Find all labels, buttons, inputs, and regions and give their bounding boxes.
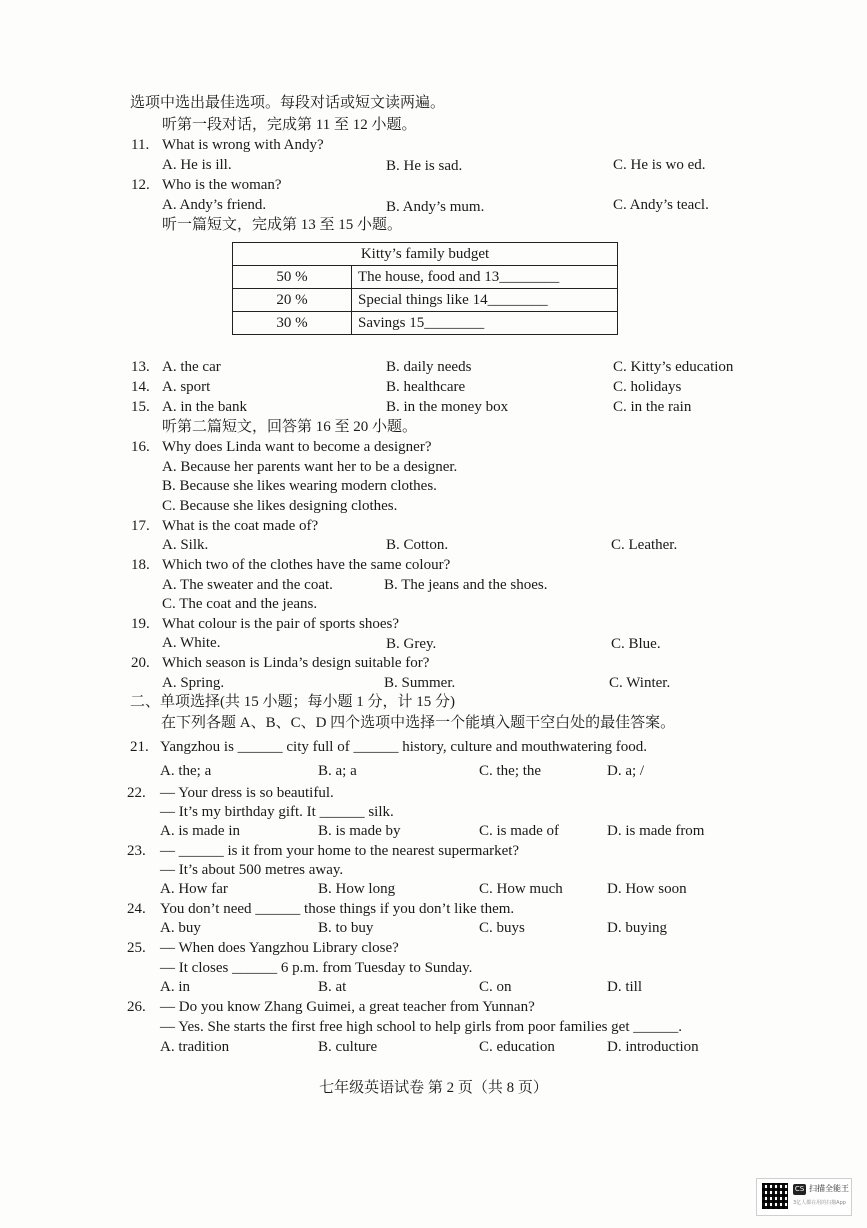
option-c: C. The coat and the jeans. xyxy=(162,596,318,612)
question-number: 22. xyxy=(127,785,146,801)
option-c: C. Kitty’s education xyxy=(613,359,734,375)
dialogue-line: — When does Yangzhou Library close? xyxy=(160,940,399,956)
question-number: 20. xyxy=(131,655,150,671)
option-a: A. Spring. xyxy=(162,675,225,691)
passage-one-instruction: 听一篇短文，完成第 13 至 15 小题。 xyxy=(162,217,403,233)
dialogue-line: — It’s about 500 metres away. xyxy=(160,862,344,878)
option-c: C. buys xyxy=(479,920,525,936)
question-number: 19. xyxy=(131,616,150,632)
option-c: C. Leather. xyxy=(611,537,678,553)
option-b: B. Summer. xyxy=(384,675,456,691)
option-b: B. at xyxy=(318,979,347,995)
option-b: B. The jeans and the shoes. xyxy=(384,577,548,593)
question-text: Which season is Linda’s design suitable for? xyxy=(162,655,430,671)
table-row xyxy=(233,266,618,289)
question-number: 12. xyxy=(131,177,150,193)
instruction-continued: 选项中选出最佳选项。每段对话或短文读两遍。 xyxy=(130,95,446,111)
question-number: 11. xyxy=(131,137,150,153)
question-text: Which two of the clothes have the same colour? xyxy=(162,557,451,573)
dialogue-one-instruction: 听第一段对话，完成第 11 至 12 小题。 xyxy=(162,117,417,133)
option-a: A. The sweater and the coat. xyxy=(162,577,333,593)
question-number: 24. xyxy=(127,901,146,917)
budget-description: The house, food and 13________ xyxy=(352,266,618,289)
option-b: B. He is sad. xyxy=(386,158,463,174)
cs-logo-icon: CS xyxy=(794,1185,805,1193)
question-number: 15. xyxy=(131,399,150,415)
scanner-app-tagline: 3亿人都在用的扫描App xyxy=(793,1200,846,1206)
dialogue-line: — Do you know Zhang Guimei, a great teacher from Yunnan? xyxy=(160,999,535,1015)
question-text: You don’t need ______ those things if you don’t like them. xyxy=(160,901,515,917)
option-b: B. healthcare xyxy=(386,379,466,395)
option-c: C. on xyxy=(479,979,512,995)
budget-percent: 50 % xyxy=(233,266,352,289)
question-number: 16. xyxy=(131,439,150,455)
budget-table xyxy=(232,242,618,335)
qr-code-icon xyxy=(762,1183,788,1209)
option-a: A. He is ill. xyxy=(162,157,232,173)
option-a: A. tradition xyxy=(160,1039,230,1055)
option-b: B. Andy’s mum. xyxy=(386,199,485,215)
table-row xyxy=(233,312,618,335)
option-c: C. How much xyxy=(479,881,563,897)
option-a: A. Andy’s friend. xyxy=(162,197,267,213)
scanner-app-name: 扫描全能王 xyxy=(809,1184,849,1193)
question-number: 21. xyxy=(130,739,149,755)
scanner-watermark xyxy=(756,1178,852,1216)
option-b: B. daily needs xyxy=(386,359,472,375)
question-number: 14. xyxy=(131,379,150,395)
budget-percent: 30 % xyxy=(233,312,352,335)
option-b: B. Grey. xyxy=(386,636,437,652)
option-a: A. the car xyxy=(162,359,221,375)
question-number: 13. xyxy=(131,359,150,375)
question-number: 23. xyxy=(127,843,146,859)
option-b: B. culture xyxy=(318,1039,378,1055)
question-text: Who is the woman? xyxy=(162,177,282,193)
budget-description: Special things like 14________ xyxy=(352,289,618,312)
dialogue-line: — It closes ______ 6 p.m. from Tuesday to Sunday. xyxy=(160,960,473,976)
option-c: C. He is wo ed. xyxy=(613,157,706,173)
option-a: A. is made in xyxy=(160,823,240,839)
dialogue-line: — Your dress is so beautiful. xyxy=(160,785,334,801)
option-a: A. in xyxy=(160,979,190,995)
option-c: C. Winter. xyxy=(609,675,671,691)
option-b: B. to buy xyxy=(318,920,374,936)
question-number: 25. xyxy=(127,940,146,956)
option-d: D. buying xyxy=(607,920,667,936)
budget-title-row xyxy=(233,243,618,266)
option-b: B. Because she likes wearing modern clothes. xyxy=(162,478,437,494)
option-a: A. Silk. xyxy=(162,537,209,553)
option-d: D. is made from xyxy=(607,823,705,839)
budget-percent: 20 % xyxy=(233,289,352,312)
option-a: A. White. xyxy=(162,635,221,651)
section-instruction: 在下列各题 A、B、C、D 四个选项中选择一个能填入题干空白处的最佳答案。 xyxy=(161,715,676,731)
option-a: A. How far xyxy=(160,881,228,897)
option-d: D. a; / xyxy=(607,763,645,779)
option-b: B. a; a xyxy=(318,763,357,779)
budget-description: Savings 15________ xyxy=(352,312,618,335)
page-footer: 七年级英语试卷 第 2 页（共 8 页） xyxy=(319,1080,548,1096)
option-c: C. the; the xyxy=(479,763,542,779)
question-text: What colour is the pair of sports shoes? xyxy=(162,616,400,632)
budget-title: Kitty’s family budget xyxy=(233,243,618,266)
option-c: C. holidays xyxy=(613,379,682,395)
question-text: What is the coat made of? xyxy=(162,518,319,534)
option-d: D. How soon xyxy=(607,881,687,897)
passage-two-instruction: 听第二篇短文，回答第 16 至 20 小题。 xyxy=(162,419,418,435)
option-c: C. Because she likes designing clothes. xyxy=(162,498,398,514)
question-text: Why does Linda want to become a designer? xyxy=(162,439,432,455)
option-b: B. How long xyxy=(318,881,396,897)
option-a: A. in the bank xyxy=(162,399,247,415)
option-b: B. is made by xyxy=(318,823,401,839)
option-d: D. introduction xyxy=(607,1039,699,1055)
option-a: A. sport xyxy=(162,379,211,395)
option-c: C. Andy’s teacl. xyxy=(613,197,709,213)
question-number: 18. xyxy=(131,557,150,573)
table-row xyxy=(233,289,618,312)
question-text: Yangzhou is ______ city full of ______ history, culture and mouthwatering food. xyxy=(160,739,648,755)
dialogue-line: — ______ is it from your home to the nearest supermarket? xyxy=(160,843,520,859)
option-b: B. in the money box xyxy=(386,399,509,415)
dialogue-line: — Yes. She starts the first free high school to help girls from poor families get ______. xyxy=(160,1019,683,1035)
option-c: C. is made of xyxy=(479,823,559,839)
question-text: What is wrong with Andy? xyxy=(162,137,324,153)
dialogue-line: — It’s my birthday gift. It ______ silk. xyxy=(160,804,394,820)
option-a: A. the; a xyxy=(160,763,212,779)
option-c: C. in the rain xyxy=(613,399,692,415)
option-b: B. Cotton. xyxy=(386,537,449,553)
option-d: D. till xyxy=(607,979,643,995)
question-number: 17. xyxy=(131,518,150,534)
option-a: A. Because her parents want her to be a designer. xyxy=(162,459,458,475)
section-title: 二、单项选择(共 15 小题；每小题 1 分，计 15 分) xyxy=(130,694,455,710)
option-a: A. buy xyxy=(160,920,201,936)
question-number: 26. xyxy=(127,999,146,1015)
option-c: C. Blue. xyxy=(611,636,661,652)
option-c: C. education xyxy=(479,1039,555,1055)
